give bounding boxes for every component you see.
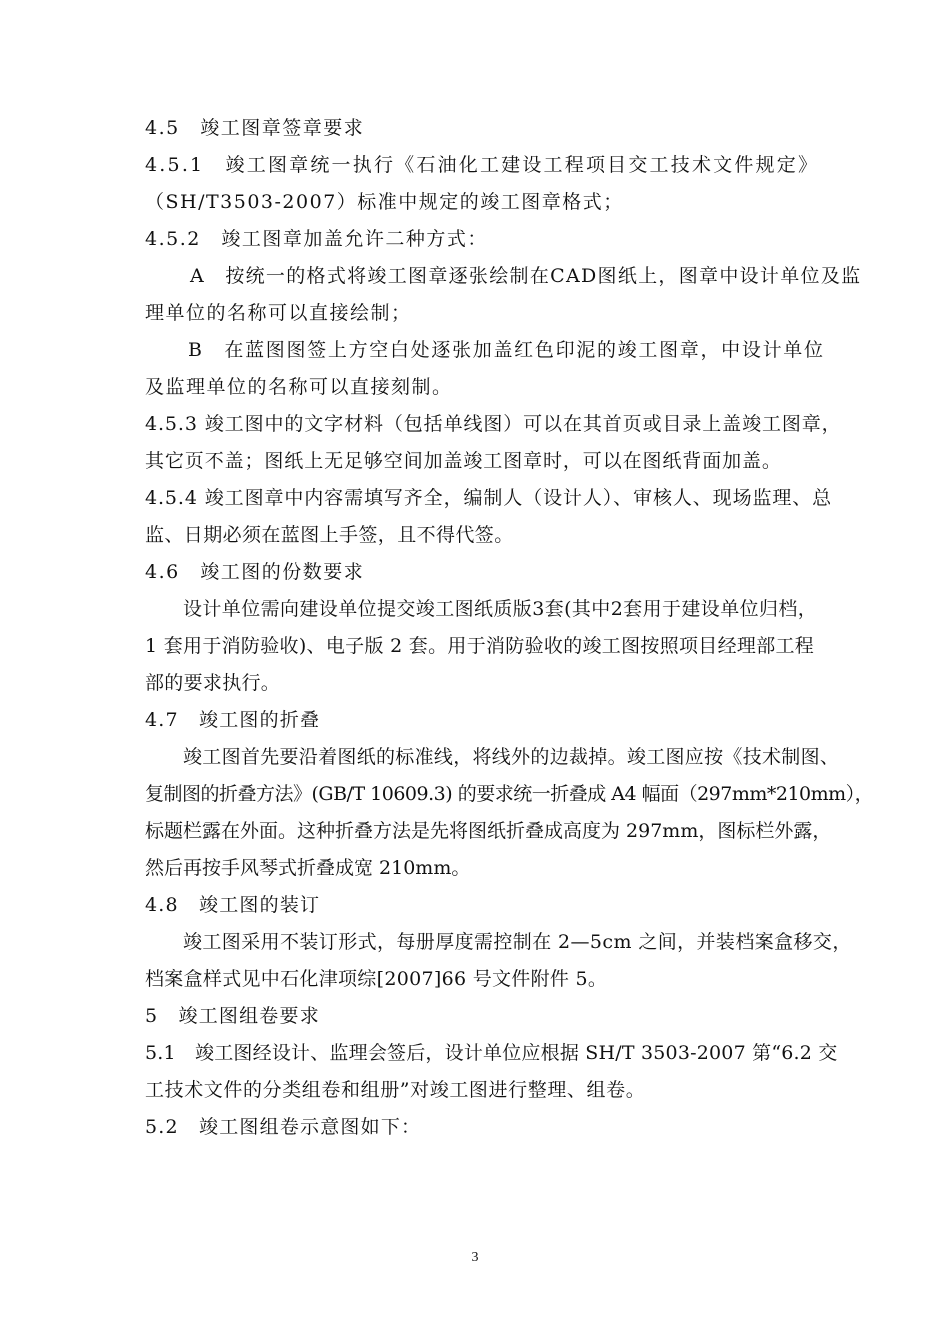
paragraph-line: 设计单位需向建设单位提交竣工图纸质版3套(其中2套用于建设单位归档，	[183, 598, 818, 620]
section-heading-4-5: 4.5 竣工图章签章要求	[145, 117, 365, 139]
section-heading-4-7: 4.7 竣工图的折叠	[145, 709, 321, 731]
paragraph-line: 及监理单位的名称可以直接刻制。	[145, 376, 453, 398]
paragraph-line: 5.2 竣工图组卷示意图如下：	[145, 1116, 422, 1138]
page-number: 3	[471, 1250, 479, 1265]
paragraph-line: 4.5.2 竣工图章加盖允许二种方式：	[145, 228, 488, 250]
paragraph-line: 其它页不盖；图纸上无足够空间加盖竣工图章时，可以在图纸背面加盖。	[145, 450, 782, 472]
paragraph-line: 部的要求执行。	[145, 672, 281, 694]
paragraph-line: A 按统一的格式将竣工图章逐张绘制在CAD图纸上，图章中设计单位及监	[190, 265, 862, 287]
paragraph-line: 5.1 竣工图经设计、监理会签后，设计单位应根据 SH/T 3503-2007 第“6.2 交	[145, 1042, 838, 1064]
paragraph-line: 监、日期必须在蓝图上手签，且不得代签。	[145, 524, 514, 546]
paragraph-line: 竣工图首先要沿着图纸的标准线，将线外的边裁掉。竣工图应按《技术制图、	[183, 746, 840, 768]
paragraph-line: 4.5.3 竣工图中的文字材料（包括单线图）可以在其首页或目录上盖竣工图章，	[145, 413, 842, 435]
paragraph-line: 1 套用于消防验收)、电子版 2 套。用于消防验收的竣工图按照项目经理部工程	[145, 635, 815, 657]
section-heading-4-8: 4.8 竣工图的装订	[145, 894, 321, 916]
paragraph-line: 4.5.4 竣工图章中内容需填写齐全，编制人（设计人）、审核人、现场监理、总	[145, 487, 833, 509]
paragraph-line: 理单位的名称可以直接绘制；	[145, 302, 412, 324]
paragraph-line: 复制图的折叠方法》(GB/T 10609.3) 的要求统一折叠成 A4 幅面（297mm*210mm），	[145, 783, 874, 805]
paragraph-line: 工技术文件的分类组卷和组册”对竣工图进行整理、组卷。	[145, 1079, 646, 1101]
paragraph-line: 档案盒样式见中石化津项综[2007]66 号文件附件 5。	[145, 968, 608, 990]
paragraph-line: 竣工图采用不装订形式，每册厚度需控制在 2—5cm 之间，并装档案盒移交，	[183, 931, 852, 953]
section-heading-5: 5 竣工图组卷要求	[145, 1005, 320, 1027]
paragraph-line: 标题栏露在外面。这种折叠方法是先将图纸折叠成高度为 297mm，图标栏外露，	[145, 820, 832, 842]
paragraph-line: B 在蓝图图签上方空白处逐张加盖红色印泥的竣工图章，中设计单位	[188, 339, 825, 361]
paragraph-line: （SH/T3503-2007）标准中规定的竣工图章格式；	[145, 191, 624, 213]
paragraph-line: 然后再按手风琴式折叠成宽 210mm。	[145, 857, 471, 879]
paragraph-line: 4.5.1 竣工图章统一执行《石油化工建设工程项目交工技术文件规定》	[145, 154, 820, 176]
section-heading-4-6: 4.6 竣工图的份数要求	[145, 561, 365, 583]
